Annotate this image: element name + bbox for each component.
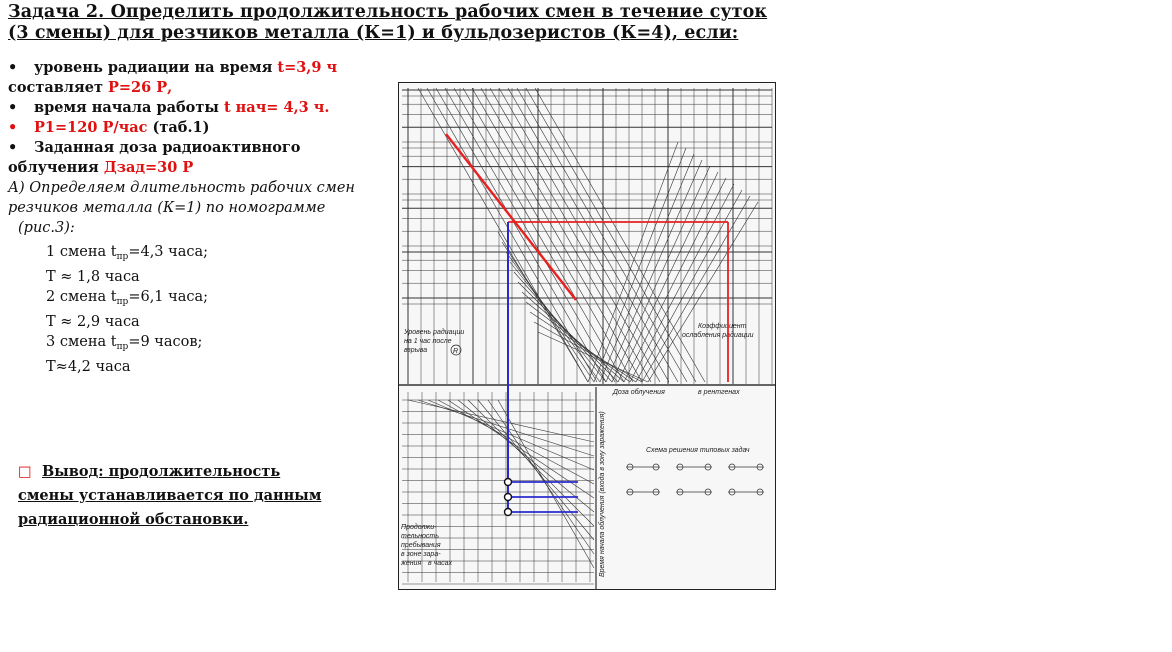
nomogram-diagonal: [517, 88, 687, 382]
shift-2-duration: Т ≈ 2,9 часа: [46, 314, 140, 330]
nomogram-diagonal: [438, 400, 594, 484]
solution-intro-1: А) Определяем длительность рабочих смен: [8, 180, 355, 196]
given-dose: • Заданная доза радиоактивного: [8, 139, 301, 156]
nomogram-diagonal: [428, 400, 594, 470]
point-shift-3: [505, 509, 512, 516]
nomogram-diagonal: [481, 88, 651, 382]
nomogram-diagonal: [498, 400, 594, 568]
bullet-icon: •: [8, 99, 18, 116]
solution-intro-2: резчиков металла (К=1) по номограмме: [8, 200, 326, 216]
nomogram-diagonal: [454, 88, 624, 382]
given-dose-value: облучения Дзад=30 Р: [8, 159, 194, 176]
red-solution-line: [446, 134, 576, 300]
nomogram-diagonal: [535, 88, 705, 382]
task-body: [8, 58, 396, 377]
nomogram-diagonal: [463, 88, 633, 382]
nomogram-diagonal: [508, 88, 678, 382]
nomogram-diagonal: [530, 312, 636, 382]
r-marker-label: R: [453, 348, 459, 355]
duration-label-1: Продолжи-: [401, 524, 437, 531]
radiation-level-label-2: на 1 час после: [404, 338, 452, 345]
nomogram-diagonal: [642, 196, 750, 382]
figure-caption: Рис.3: [1123, 630, 1172, 651]
conclusion: [18, 460, 388, 532]
given-radiation: • уровень радиации на время t=3,9 ч: [8, 59, 338, 76]
shift-3-duration: Т≈4,2 часа: [46, 359, 131, 375]
duration-label-4: в зоне зара-: [401, 551, 441, 558]
point-shift-2: [505, 494, 512, 501]
given-start-time: • время начала работы t нач= 4,3 ч.: [8, 99, 330, 116]
nomogram-diagonal: [600, 154, 694, 382]
bullet-icon: •: [8, 59, 18, 76]
nomogram-diagonal: [458, 400, 594, 512]
nomogram-diagonal: [522, 292, 624, 382]
conclusion-line-1: □ Вывод: продолжительность: [18, 460, 388, 484]
nomogram-diagonal: [606, 160, 702, 382]
task-title: Задача 2. Определить продолжительность рабочих смен в течение суток (3 смены) для резчиков металла (К=1) и бульдозеристов (К=4), если:: [8, 2, 768, 43]
bullet-icon: •: [8, 139, 18, 156]
radiation-level-label-1: Уровень радиации: [404, 329, 465, 336]
coef-label-1: Коэффициент: [698, 323, 747, 330]
shift-1-duration: Т ≈ 1,8 часа: [46, 269, 140, 285]
conclusion-line-3: радиационной обстановки.: [18, 511, 249, 528]
scheme-label: Схема решения типовых задач: [646, 447, 750, 454]
nomogram-diagonal: [526, 302, 630, 382]
nomogram-diagonal: [648, 202, 758, 382]
given-radiation-value: составляет Р=26 Р,: [8, 79, 173, 96]
duration-label-5: жения: [401, 560, 422, 567]
square-bullet-icon: □: [18, 463, 32, 480]
shift-2: 2 смена $t_{пр}=6,1$ часа;: [46, 289, 209, 307]
nomogram-figure: [398, 82, 1172, 651]
duration-label-6: в часах: [428, 560, 453, 567]
shift-1: 1 смена $t_{пр}=4,3$ часа;: [46, 244, 209, 262]
nomogram-diagonal: [436, 88, 606, 382]
dose-unit-label: в рентгенах: [698, 389, 740, 396]
nomogram-graphic: [398, 82, 776, 590]
duration-label-3: пребывания: [401, 542, 441, 549]
nomogram-diagonal: [445, 88, 615, 382]
bullet-icon: •: [8, 119, 18, 136]
duration-label-2: тельность: [401, 533, 439, 540]
point-shift-1: [505, 479, 512, 486]
given-p1: • Р1=120 Р/час (таб.1): [8, 119, 210, 136]
conclusion-line-2: смены устанавливается по данным: [18, 487, 322, 504]
solution-intro-3: (рис.3):: [18, 220, 75, 236]
coef-label-2: ослабления радиации: [682, 332, 754, 339]
vertical-axis-label: Время начала облучения (входа в зону заражения): [599, 411, 606, 577]
nomogram-diagonal: [490, 88, 660, 382]
dose-label: Доза облучения: [613, 389, 665, 396]
nomogram-diagonal: [472, 88, 642, 382]
nomogram-diagonal: [588, 142, 678, 382]
scheme-diagrams: [626, 464, 764, 495]
radiation-level-label-3: взрыва: [404, 347, 428, 354]
shift-3: 3 смена $t_{пр}=9$ часов;: [46, 334, 203, 352]
